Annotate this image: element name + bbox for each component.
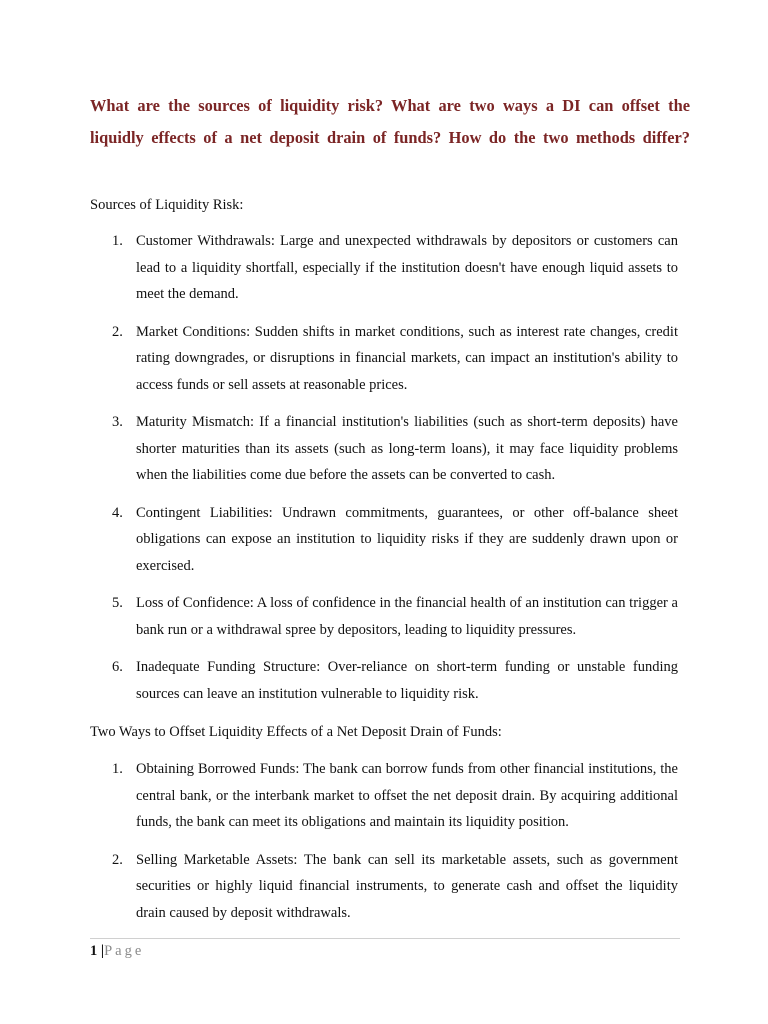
section-heading-offset: Two Ways to Offset Liquidity Effects of a Net Deposit Drain of Funds:	[90, 724, 502, 740]
list-item-number: 5.	[112, 595, 123, 611]
list-item	[90, 228, 678, 308]
list-item-text: Obtaining Borrowed Funds: The bank can borrow funds from other financial institutions, the central bank, or the interbank market to offset the net deposit drain. By acquiring additional funds, the bank can meet its obligations and maintain its liquidity position.	[136, 761, 678, 830]
footer-divider	[90, 938, 680, 939]
list-item-text: Maturity Mismatch: If a financial institution's liabilities (such as short-term deposits) have shorter maturities than its assets (such as long-term loans), it may face liquidity problems when the liabilities come due before the assets can be converted to cash.	[136, 414, 678, 483]
list-item	[90, 847, 678, 927]
list-item-number: 2.	[112, 323, 123, 340]
document-title	[90, 90, 690, 154]
list-item-number: 1.	[112, 233, 123, 249]
list-item	[90, 409, 678, 489]
list-item	[90, 654, 678, 707]
list-item-text: Market Conditions: Sudden shifts in market conditions, such as interest rate changes, credit rating downgrades, or disruptions in financial markets, can impact an institution's ability to access funds or sell assets at reasonable prices.	[136, 323, 678, 393]
list-item-number: 2.	[112, 851, 123, 868]
sources-list	[90, 228, 678, 707]
list-item-text: Loss of Confidence: A loss of confidence in the financial health of an institution can trigger a bank run or a withdrawal spree by depositors, leading to liquidity pressures.	[136, 595, 678, 638]
title-line-2: liquidly effects of a net deposit drain of funds? How do the two methods differ?	[90, 128, 690, 147]
list-item-number: 1.	[112, 761, 123, 777]
offset-methods-list	[90, 756, 678, 926]
footer-separator: |	[100, 943, 105, 959]
list-item	[90, 500, 678, 580]
list-item-text: Selling Marketable Assets: The bank can sell its marketable assets, such as government securities or highly liquid financial instruments, to generate cash and offset the liquidity drain caused by deposit withdrawals.	[136, 851, 678, 921]
page-label: Page	[104, 943, 145, 959]
list-item-number: 3.	[112, 414, 123, 430]
page-number: 1	[90, 943, 98, 959]
list-item-number: 4.	[112, 504, 123, 521]
section-heading-sources: Sources of Liquidity Risk:	[90, 197, 244, 213]
list-item-number: 6.	[112, 659, 123, 675]
list-item	[90, 756, 678, 836]
page-footer	[90, 941, 144, 961]
title-line-1: What are the sources of liquidity risk? What are two ways a DI can offset the	[90, 96, 690, 115]
list-item-text: Customer Withdrawals: Large and unexpected withdrawals by depositors or customers can lead to a liquidity shortfall, especially if the institution doesn't have enough liquid assets to meet the demand.	[136, 233, 678, 302]
list-item-text: Contingent Liabilities: Undrawn commitments, guarantees, or other off-balance sheet obligations can expose an institution to liquidity risks if they are suddenly drawn upon or exercised.	[136, 504, 678, 574]
list-item-text: Inadequate Funding Structure: Over-reliance on short-term funding or unstable funding sources can leave an institution vulnerable to liquidity risk.	[136, 659, 678, 702]
list-item	[90, 319, 678, 399]
list-item	[90, 590, 678, 643]
